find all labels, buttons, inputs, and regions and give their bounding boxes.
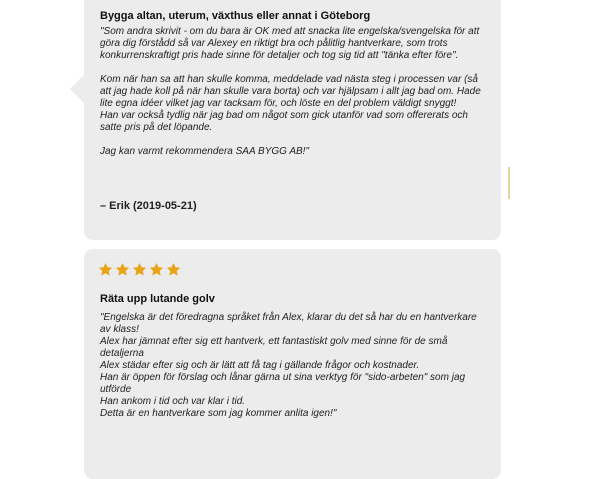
review-paragraph: Jag kan varmt rekommendera SAA BYGG AB!" — [100, 146, 309, 157]
review-line: "Engelska är det föredragna språket från Alex, klarar du det så har du en hantverkare av klass! — [100, 312, 477, 335]
review-card — [84, 249, 501, 479]
star-icon — [149, 262, 164, 277]
review-title: Bygga altan, uterum, växthus eller annat i Göteborg — [100, 10, 371, 22]
review-body — [100, 312, 489, 420]
divider — [508, 167, 510, 199]
star-icon — [115, 262, 130, 277]
review-paragraph: Han var också tydlig när jag bad om något som gick utanför vad som offererats och satte pris på det löpande. — [100, 110, 468, 133]
review-paragraph: "Som andra skrivit - om du bara är OK med att snacka lite engelska/svengelska för att göra dig förstådd så var Alexey en riktigt bra och pålitlig hantverkare, som trots konkurrenskraftigt pris hade sinne för detaljer och tog sig tid att "tänka efter före". — [100, 26, 480, 61]
star-icon — [98, 262, 113, 277]
speech-pointer — [70, 75, 84, 103]
review-line: Han är öppen för förslag och lånar gärna ut sina verktyg för "sido-arbeten" som jag utförde — [100, 372, 466, 395]
review-line: Detta är en hantverkare som jag kommer anlita igen!" — [100, 408, 337, 419]
review-line: Alex städar efter sig och är lätt att få tag i gällande frågor och kostnader. — [100, 360, 420, 371]
star-icon — [132, 262, 147, 277]
review-author: – Erik (2019-05-21) — [100, 200, 197, 212]
review-line: Alex har jämnat efter sig ett hantverk, ett fantastiskt golv med sinne för de små detaljerna — [100, 336, 448, 359]
review-paragraph: Kom när han sa att han skulle komma, meddelade vad nästa steg i processen var (så att jag hade koll på när han skulle vara borta) och var hjälpsam i allt jag bad om. Hade lite egna idéer vilket jag var tacksam för, och löste en del problem väldigt snyggt! — [100, 74, 481, 109]
review-title: Räta upp lutande golv — [100, 293, 215, 305]
star-rating — [98, 262, 181, 277]
star-icon — [166, 262, 181, 277]
review-body — [100, 26, 487, 158]
review-line: Han ankom i tid och var klar i tid. — [100, 396, 246, 407]
review-card — [84, 0, 501, 240]
